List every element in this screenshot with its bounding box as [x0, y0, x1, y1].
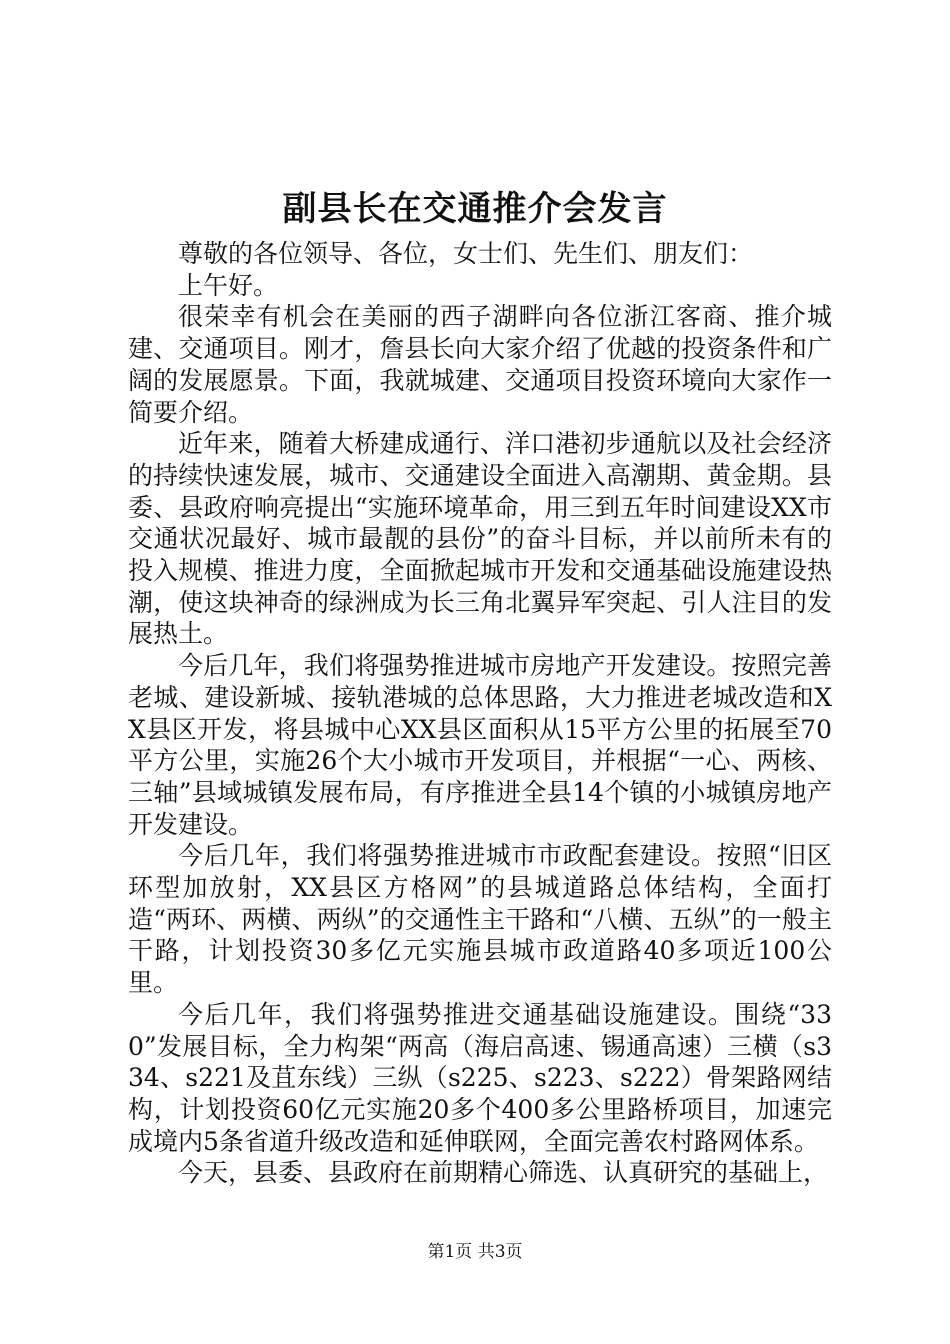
paragraph-background: 近年来，随着大桥建成通行、洋口港初步通航以及社会经济的持续快速发展，城市、交通建设全面进入高潮期、黄金期。县委、县政府响亮提出“实施环境革命，用三到五年时间建设XX市交通状况最好、城市最靓的县份”的奋斗目标，并以前所未有的投入规模、推进力度，全面掀起城市开发和交通基础设施建设热潮，使这块神奇的绿洲成为长三角北翼异军突起、引人注目的发展热土。 [128, 429, 832, 649]
page-footer: 第1页 共3页 [427, 1242, 523, 1262]
paragraph-real-estate: 今后几年，我们将强势推进城市房地产开发建设。按照完善老城、建设新城、接轨港城的总体思路，大力推进老城改造和XX县区开发，将县城中心XX县区面积从15平方公里的拓展至70平方公里，实施26个大小城市开发项目，并根据“一心、两核、三轴”县域城镇发展布局，有序推进全县14个镇的小城镇房地产开发建设。 [128, 651, 832, 839]
paragraph-salutation: 上午好。 [178, 270, 279, 300]
paragraph-transport: 今后几年，我们将强势推进交通基础设施建设。围绕“330”发展目标，全力构架“两高（海启高速、锡通高速）三横（s334、s221及苴东线）三纵（s225、s223、s222）骨架路网结构，计划投资60亿元实施20多个400多公里路桥项目，加速完成境内5条省道升级改造和延伸联网，全面完善农村路网体系。 [128, 999, 832, 1156]
paragraph-today: 今天，县委、县政府在前期精心筛选、认真研究的基础上， [178, 1158, 829, 1188]
paragraph-municipal: 今后几年，我们将强势推进城市市政配套建设。按照“旧区环型加放射，XX县区方格网”的县城道路总体结构，全面打造“两环、两横、两纵”的交通性主干路和“八横、五纵”的一般主干路，计划投资30多亿元实施县城市政道路40多项近100公里。 [128, 841, 832, 998]
document-body [128, 238, 832, 1189]
paragraph-intro: 很荣幸有机会在美丽的西子湖畔向各位浙江客商、推介城建、交通项目。刚才，詹县长向大家介绍了优越的投资条件和广阔的发展愿景。下面，我就城建、交通项目投资环境向大家作一简要介绍。 [128, 302, 832, 427]
paragraph-greeting: 尊敬的各位领导、各位，女士们、先生们、朋友们： [178, 239, 754, 268]
document-title: 副县长在交通推介会发言 [282, 189, 668, 229]
